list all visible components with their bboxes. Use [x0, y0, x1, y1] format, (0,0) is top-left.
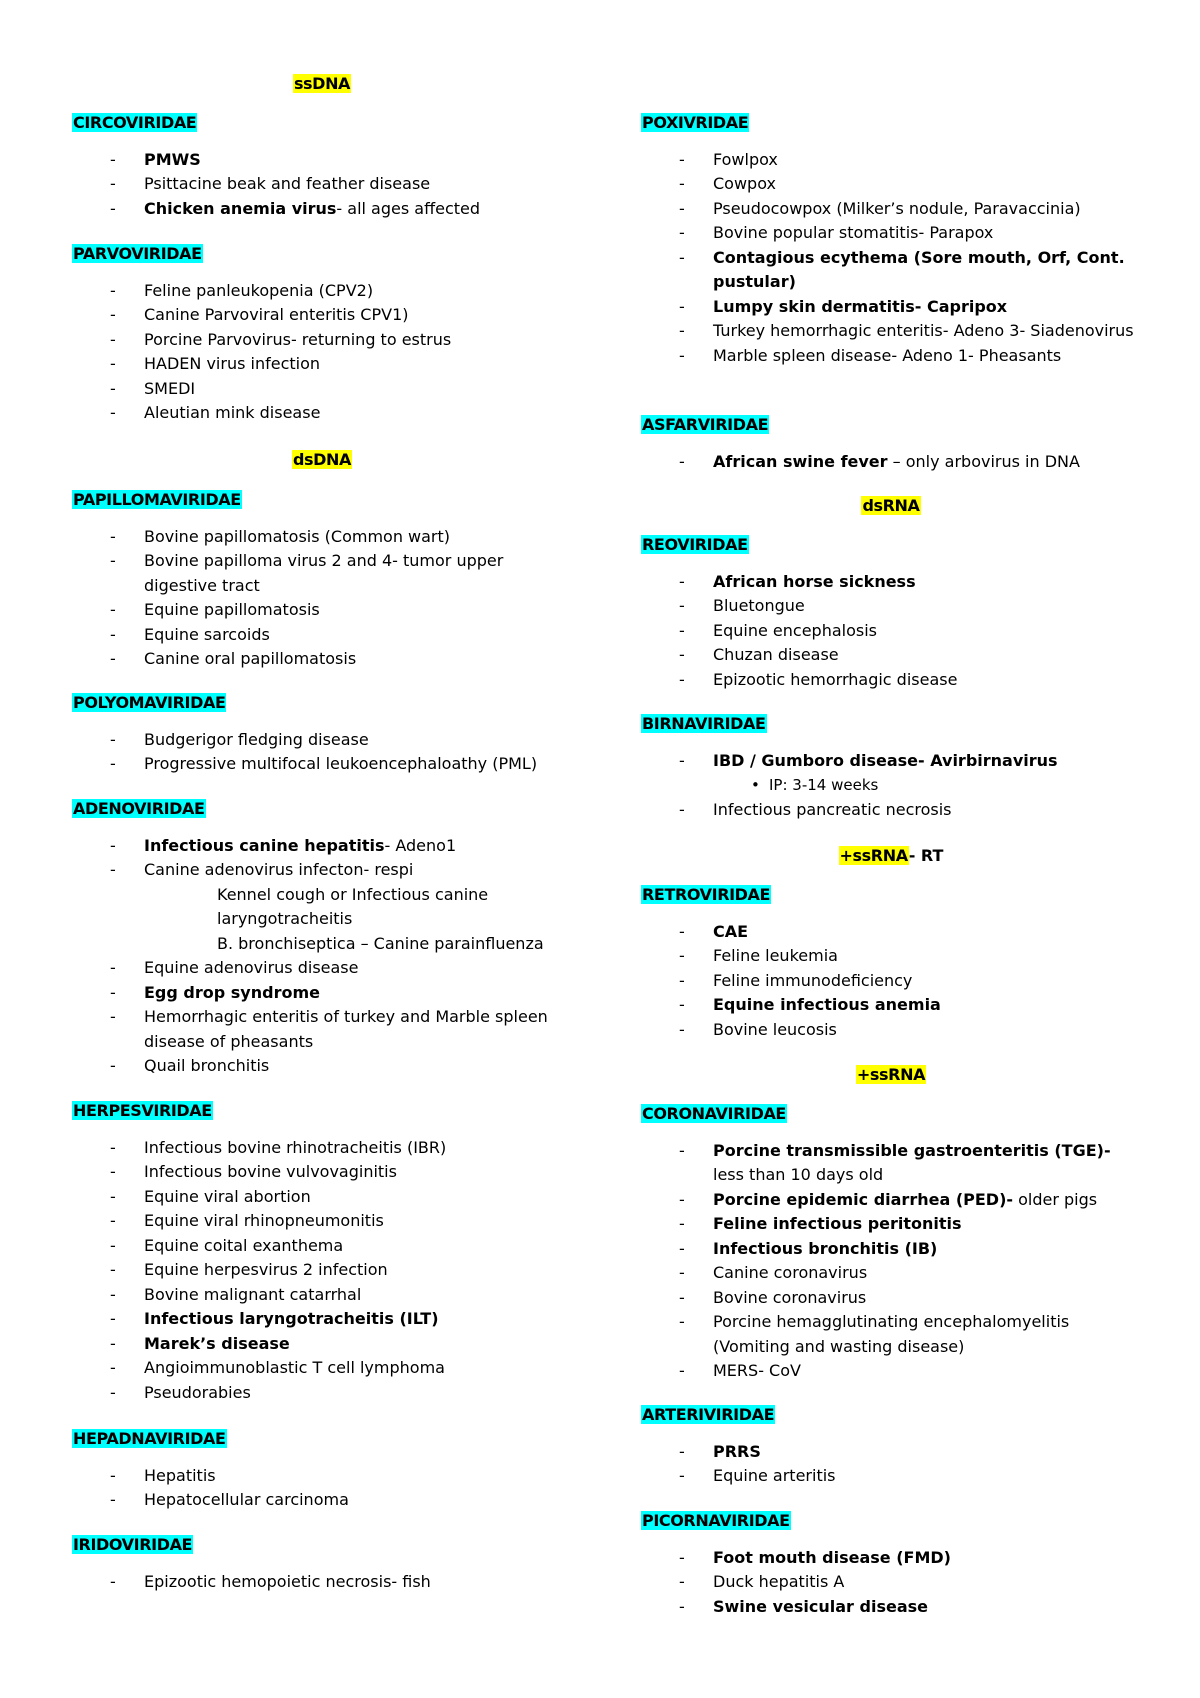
- picornaviridae-section: [641, 1509, 1141, 1619]
- disease-text: – only arbovirus in DNA: [887, 451, 1080, 471]
- disease-text: Bovine leucosis: [713, 1019, 837, 1039]
- disease-text: Chuzan disease: [713, 645, 839, 664]
- list-item: [641, 1546, 1141, 1571]
- list-item: [72, 1307, 572, 1332]
- disease-list: [641, 1139, 1141, 1384]
- disease-text: Quail bronchitis: [144, 1056, 270, 1075]
- family-title: IRIDOVIRIDAE: [73, 1535, 193, 1554]
- disease-name-bold: CAE: [713, 921, 749, 941]
- family-title: POLYOMAVIRIDAE: [73, 693, 226, 712]
- disease-name-bold: Infectious bronchitis (IB): [713, 1238, 938, 1258]
- list-item: [641, 148, 1141, 173]
- list-item: [641, 749, 1141, 774]
- disease-name-bold: PRRS: [713, 1441, 761, 1461]
- disease-text: Infectious bovine rhinotracheitis (IBR): [144, 1137, 447, 1157]
- family-title: RETROVIRIDAE: [642, 885, 771, 904]
- list-item: [72, 598, 572, 623]
- disease-text: Canine coronavirus: [713, 1263, 868, 1282]
- disease-text: Feline leukemia: [713, 946, 838, 965]
- list-item: [72, 1381, 572, 1406]
- disease-text: MERS- CoV: [713, 1361, 801, 1380]
- list-item: [641, 246, 1141, 295]
- list-item: [72, 1570, 572, 1595]
- poxiviridae-section: [641, 111, 1141, 368]
- disease-text: Pseudorabies: [144, 1382, 251, 1402]
- disease-text: Hepatitis: [144, 1465, 216, 1485]
- list-item: [72, 623, 572, 648]
- disease-text: Porcine hemagglutinating encephalomyelitis (Vomiting and wasting disease): [713, 1312, 1070, 1356]
- disease-text: Canine oral papillomatosis: [144, 649, 357, 668]
- arteriviridae-section: [641, 1403, 1141, 1489]
- adenoviridae-section: [72, 797, 572, 1079]
- disease-list: [641, 450, 1141, 475]
- disease-text: Angioimmunoblastic T cell lymphoma: [144, 1358, 445, 1377]
- family-title: HEPADNAVIRIDAE: [73, 1429, 226, 1448]
- list-item: [641, 221, 1141, 246]
- coronaviridae-section: [641, 1102, 1141, 1384]
- family-title: ARTERIVIRIDAE: [642, 1405, 775, 1424]
- dsrna-heading: dsRNA: [862, 496, 920, 515]
- disease-text: Equine arteritis: [713, 1466, 836, 1485]
- disease-list: [72, 148, 572, 222]
- list-item: [72, 172, 572, 197]
- family-title: ADENOVIRIDAE: [73, 799, 205, 818]
- disease-name-bold: Infectious laryngotracheitis (ILT): [144, 1309, 439, 1328]
- disease-text: Equine coital exanthema: [144, 1235, 344, 1255]
- disease-name-bold: Contagious ecythema (Sore mouth, Orf, Cont. pustular): [713, 247, 1125, 291]
- disease-list: [72, 728, 572, 777]
- disease-text: Feline panleukopenia (CPV2): [144, 280, 374, 300]
- asfarviridae-section: [641, 413, 1141, 474]
- herpesviridae-section: [72, 1099, 572, 1405]
- list-item: [641, 450, 1141, 475]
- iridoviridae-section: [72, 1533, 572, 1594]
- list-item: [72, 1185, 572, 1210]
- disease-name-bold: African swine fever: [713, 451, 888, 471]
- list-item: [72, 1332, 572, 1357]
- disease-name-bold: Egg drop syndrome: [144, 982, 320, 1002]
- disease-text: Duck hepatitis A: [713, 1572, 845, 1591]
- disease-text: Infectious pancreatic necrosis: [713, 799, 952, 819]
- list-item: [72, 1234, 572, 1259]
- disease-list: [72, 1570, 572, 1595]
- list-item: [641, 295, 1141, 320]
- disease-text: Hemorrhagic enteritis of turkey and Marble spleen disease of pheasants: [144, 1007, 548, 1051]
- disease-list: [72, 525, 572, 672]
- disease-name-bold: Swine vesicular disease: [713, 1596, 928, 1616]
- disease-list: [641, 1440, 1141, 1489]
- list-item: [72, 352, 572, 377]
- disease-list: [641, 920, 1141, 1043]
- disease-text: Porcine Parvovirus- returning to estrus: [144, 329, 452, 349]
- list-item: [641, 1212, 1141, 1237]
- list-item: [72, 1160, 572, 1185]
- disease-text: HADEN virus infection: [144, 354, 321, 373]
- list-item: [641, 1188, 1141, 1213]
- list-item: [72, 728, 572, 753]
- family-title: ASFARVIRIDAE: [642, 415, 769, 434]
- list-item: [641, 1018, 1141, 1043]
- family-title: REOVIRIDAE: [642, 535, 748, 554]
- list-item: [72, 303, 572, 328]
- disease-list: [72, 1464, 572, 1513]
- list-item: [641, 993, 1141, 1018]
- disease-text: Budgerigor fledging disease: [144, 729, 369, 749]
- disease-text: Equine adenovirus disease: [144, 958, 359, 977]
- disease-name-bold: Equine infectious anemia: [713, 995, 941, 1014]
- papillomaviridae-section: [72, 488, 572, 672]
- disease-text: Epizootic hemopoietic necrosis- fish: [144, 1571, 431, 1591]
- disease-text: Pseudocowpox (Milker’s nodule, Paravaccinia): [713, 198, 1081, 218]
- family-title: PAPILLOMAVIRIDAE: [73, 490, 241, 509]
- list-item: [641, 1464, 1141, 1489]
- disease-text: SMEDI: [144, 378, 196, 398]
- disease-name-bold: Marek’s disease: [144, 1333, 290, 1353]
- list-item: [641, 319, 1141, 344]
- disease-list: [72, 279, 572, 426]
- disease-list: [641, 570, 1141, 693]
- disease-name-bold: Feline infectious peritonitis: [713, 1214, 962, 1233]
- list-item: [641, 172, 1141, 197]
- disease-name-bold: African horse sickness: [713, 571, 916, 591]
- disease-text: Psittacine beak and feather disease: [144, 174, 431, 193]
- family-title: CIRCOVIRIDAE: [73, 113, 197, 132]
- polyomaviridae-section: [72, 691, 572, 777]
- list-item: [72, 279, 572, 304]
- list-item: [641, 1310, 1141, 1359]
- list-item: [72, 1283, 572, 1308]
- ssdna-heading: ssDNA: [293, 74, 351, 93]
- disease-text: Bovine popular stomatitis- Parapox: [713, 223, 994, 242]
- list-item: [72, 1209, 572, 1234]
- disease-text: Bovine papilloma virus 2 and 4- tumor upper digestive tract: [144, 551, 504, 595]
- list-item: [72, 328, 572, 353]
- disease-name-bold: Porcine epidemic diarrhea (PED)-: [713, 1189, 1014, 1209]
- disease-text: Aleutian mink disease: [144, 403, 321, 422]
- list-item: [641, 344, 1141, 369]
- rt-heading: +ssRNA- RT: [839, 846, 944, 865]
- hepadnaviridae-section: [72, 1427, 572, 1513]
- birnaviridae-section: [641, 712, 1141, 822]
- list-item: [72, 525, 572, 550]
- disease-text: Bovine malignant catarrhal: [144, 1284, 362, 1304]
- disease-text: Hepatocellular carcinoma: [144, 1490, 349, 1509]
- disease-text: Bovine papillomatosis (Common wart): [144, 526, 451, 546]
- disease-text: Bluetongue: [713, 596, 805, 615]
- disease-text: Progressive multifocal leukoencephaloathy (PML): [144, 754, 538, 773]
- list-item: Kennel cough or Infectious canine laryngotracheitis: [217, 884, 489, 928]
- list-item: [72, 858, 572, 883]
- list-item: [641, 1237, 1141, 1262]
- list-item: [72, 981, 572, 1006]
- disease-text: Equine viral rhinopneumonitis: [144, 1211, 384, 1230]
- list-item: [72, 1488, 572, 1513]
- family-title: HERPESVIRIDAE: [73, 1101, 212, 1120]
- disease-text: Cowpox: [713, 174, 776, 193]
- disease-text: - all ages affected: [336, 198, 481, 218]
- list-item: [641, 798, 1141, 823]
- list-item: [641, 1359, 1141, 1384]
- disease-text: Bovine coronavirus: [713, 1287, 867, 1307]
- list-item: [72, 401, 572, 426]
- disease-list: [72, 834, 572, 1079]
- disease-list: [641, 1546, 1141, 1620]
- reoviridae-section: [641, 533, 1141, 692]
- list-item: [72, 549, 572, 598]
- disease-text: Feline immunodeficiency: [713, 970, 913, 990]
- disease-text: Infectious bovine vulvovaginitis: [144, 1162, 397, 1181]
- list-item: [72, 148, 572, 173]
- list-item: [641, 1595, 1141, 1620]
- ssrna-heading: +ssRNA: [856, 1065, 926, 1084]
- dsdna-heading: dsDNA: [292, 450, 352, 469]
- list-item: [72, 1136, 572, 1161]
- disease-text: Canine Parvoviral enteritis CPV1): [144, 305, 409, 324]
- family-title: PARVOVIRIDAE: [73, 244, 202, 263]
- list-item: [641, 643, 1141, 668]
- disease-text: Canine adenovirus infecton- respi: [144, 860, 414, 879]
- disease-text: Equine herpesvirus 2 infection: [144, 1260, 388, 1279]
- list-item: [72, 752, 572, 777]
- circoviridae-section: [72, 111, 572, 221]
- list-item: [641, 1570, 1141, 1595]
- list-item: [72, 1464, 572, 1489]
- list-item: [641, 1286, 1141, 1311]
- list-item: • IP: 3-14 weeks: [641, 773, 1141, 798]
- list-item: [72, 1356, 572, 1381]
- list-item: [641, 1261, 1141, 1286]
- family-title: CORONAVIRIDAE: [642, 1104, 786, 1123]
- family-title: PICORNAVIRIDAE: [642, 1511, 790, 1530]
- disease-list: [72, 1136, 572, 1406]
- list-item: [641, 570, 1141, 595]
- family-title: BIRNAVIRIDAE: [642, 714, 766, 733]
- list-item: [72, 1054, 572, 1079]
- list-item: B. bronchiseptica – Canine parainfluenza: [217, 933, 544, 953]
- list-item: [641, 594, 1141, 619]
- list-item: [72, 647, 572, 672]
- disease-name-bold: Chicken anemia virus: [144, 198, 337, 218]
- disease-text: older pigs: [1013, 1189, 1098, 1209]
- list-item: [641, 668, 1141, 693]
- list-item: [641, 920, 1141, 945]
- disease-text: Equine sarcoids: [144, 624, 270, 644]
- list-item: [72, 834, 572, 859]
- disease-text: - Adeno1: [384, 835, 457, 855]
- list-item: [641, 197, 1141, 222]
- disease-text: Marble spleen disease- Adeno 1- Pheasants: [713, 345, 1062, 365]
- disease-text: Epizootic hemorrhagic disease: [713, 669, 958, 689]
- disease-text: Fowlpox: [713, 149, 778, 169]
- disease-text: Equine papillomatosis: [144, 600, 320, 619]
- parvoviridae-section: [72, 242, 572, 426]
- disease-list: [641, 148, 1141, 369]
- disease-text: less than 10 days old: [713, 1165, 884, 1184]
- list-item: [72, 1005, 572, 1054]
- list-item: [72, 197, 572, 222]
- disease-list: [641, 749, 1141, 823]
- disease-name-bold: Infectious canine hepatitis: [144, 835, 385, 855]
- list-item: [641, 944, 1141, 969]
- disease-text: Equine encephalosis: [713, 620, 877, 640]
- disease-name-bold: Lumpy skin dermatitis- Capripox: [713, 296, 1008, 316]
- list-item: [72, 1258, 572, 1283]
- disease-name-bold: PMWS: [144, 149, 201, 169]
- disease-text: Equine viral abortion: [144, 1186, 311, 1206]
- list-item: [641, 1440, 1141, 1465]
- list-item: [641, 1139, 1141, 1188]
- disease-text: Turkey hemorrhagic enteritis- Adeno 3- Siadenovirus: [713, 321, 1134, 340]
- list-item: [641, 969, 1141, 994]
- disease-name-bold: IBD / Gumboro disease- Avirbirnavirus: [713, 750, 1058, 770]
- list-item: [72, 956, 572, 981]
- list-item: [641, 619, 1141, 644]
- retroviridae-section: [641, 883, 1141, 1042]
- list-item: [72, 377, 572, 402]
- disease-name-bold: Porcine transmissible gastroenteritis (TGE)-: [713, 1140, 1111, 1160]
- family-title: POXIVRIDAE: [642, 113, 749, 132]
- disease-name-bold: Foot mouth disease (FMD): [713, 1547, 951, 1567]
